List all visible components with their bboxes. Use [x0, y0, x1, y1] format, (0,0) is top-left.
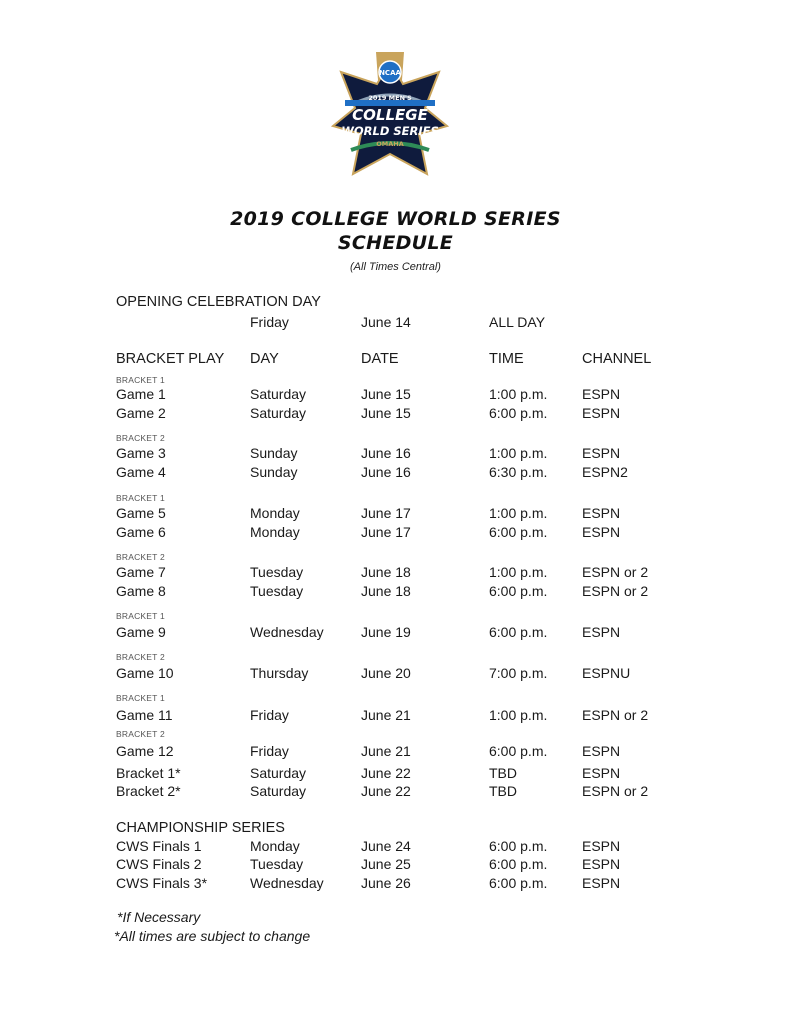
game-channel: ESPNU — [582, 665, 631, 681]
game-date: June 15 — [361, 386, 411, 402]
final-day: Monday — [250, 838, 300, 854]
game-day: Saturday — [250, 405, 307, 421]
logo-line-omaha: OMAHA — [376, 140, 404, 148]
final-time: 6:00 p.m. — [489, 856, 548, 872]
game-time: 1:00 p.m. — [489, 386, 548, 402]
bracket-label: BRACKET 2 — [116, 729, 165, 739]
championship-heading: CHAMPIONSHIP SERIES — [116, 820, 285, 836]
col-header-date: DATE — [361, 351, 399, 367]
opening-time: ALL DAY — [489, 314, 546, 330]
cws-logo-graphic — [331, 50, 449, 178]
final-time: 6:00 p.m. — [489, 838, 548, 854]
game-name: Game 8 — [116, 583, 166, 599]
game-channel: ESPN — [582, 624, 621, 640]
game-name: Game 10 — [116, 665, 174, 681]
bracket-label: BRACKET 2 — [116, 433, 165, 443]
game-date: June 22 — [361, 783, 411, 799]
final-channel: ESPN — [582, 875, 621, 891]
final-time: 6:00 p.m. — [489, 875, 548, 891]
game-name: Game 2 — [116, 405, 166, 421]
page-title-line-1: 2019 COLLEGE WORLD SERIES — [230, 208, 561, 230]
game-channel: ESPN — [582, 386, 621, 402]
game-day: Saturday — [250, 783, 307, 799]
game-name: Bracket 2* — [116, 783, 181, 799]
bracket-label: BRACKET 2 — [116, 552, 165, 562]
game-date: June 22 — [361, 765, 411, 781]
final-date: June 25 — [361, 856, 411, 872]
game-day: Monday — [250, 524, 300, 540]
game-date: June 18 — [361, 583, 411, 599]
game-name: Game 9 — [116, 624, 166, 640]
game-time: 6:00 p.m. — [489, 624, 548, 640]
cws-logo — [331, 50, 449, 178]
game-time: TBD — [489, 765, 517, 781]
final-day: Wednesday — [250, 875, 324, 891]
footnote-if-necessary: *If Necessary — [117, 909, 201, 925]
game-name: Game 11 — [116, 707, 173, 723]
opening-day: Friday — [250, 314, 289, 330]
final-name: CWS Finals 3* — [116, 875, 208, 891]
page-subtitle: (All Times Central) — [350, 261, 441, 273]
game-date: June 15 — [361, 405, 411, 421]
final-channel: ESPN — [582, 838, 621, 854]
game-time: 1:00 p.m. — [489, 445, 548, 461]
game-day: Tuesday — [250, 583, 304, 599]
game-time: 7:00 p.m. — [489, 665, 548, 681]
game-time: 6:00 p.m. — [489, 583, 548, 599]
game-day: Friday — [250, 743, 289, 759]
game-day: Tuesday — [250, 564, 304, 580]
game-name: Game 12 — [116, 743, 174, 759]
game-date: June 18 — [361, 564, 411, 580]
game-time: 1:00 p.m. — [489, 505, 548, 521]
final-date: June 24 — [361, 838, 411, 854]
game-channel: ESPN or 2 — [582, 783, 649, 799]
game-time: 6:00 p.m. — [489, 524, 548, 540]
game-date: June 17 — [361, 524, 411, 540]
ncaa-badge-text: NCAA — [379, 69, 401, 77]
game-day: Saturday — [250, 765, 307, 781]
col-header-channel: CHANNEL — [582, 351, 652, 367]
game-date: June 16 — [361, 464, 411, 480]
final-date: June 26 — [361, 875, 411, 891]
game-time: 1:00 p.m. — [489, 707, 548, 723]
game-day: Saturday — [250, 386, 307, 402]
game-channel: ESPN2 — [582, 464, 628, 480]
game-channel: ESPN or 2 — [582, 583, 649, 599]
game-name: Game 6 — [116, 524, 166, 540]
opening-date: June 14 — [361, 314, 411, 330]
final-name: CWS Finals 1 — [116, 838, 202, 854]
game-channel: ESPN or 2 — [582, 707, 649, 723]
game-time: 6:00 p.m. — [489, 405, 548, 421]
final-day: Tuesday — [250, 856, 304, 872]
game-date: June 19 — [361, 624, 411, 640]
game-channel: ESPN — [582, 743, 621, 759]
game-name: Game 7 — [116, 564, 166, 580]
opening-heading: OPENING CELEBRATION DAY — [116, 294, 321, 310]
game-channel: ESPN — [582, 405, 621, 421]
game-name: Game 5 — [116, 505, 166, 521]
page-title-line-2: SCHEDULE — [337, 232, 454, 254]
final-name: CWS Finals 2 — [116, 856, 202, 872]
bracket-label: BRACKET 1 — [116, 493, 165, 503]
game-day: Thursday — [250, 665, 309, 681]
game-date: June 21 — [361, 707, 411, 723]
game-date: June 20 — [361, 665, 411, 681]
game-channel: ESPN — [582, 524, 621, 540]
game-time: TBD — [489, 783, 517, 799]
game-day: Sunday — [250, 445, 298, 461]
game-day: Monday — [250, 505, 300, 521]
game-channel: ESPN — [582, 505, 621, 521]
logo-line-college: COLLEGE — [352, 106, 428, 124]
bracket-label: BRACKET 1 — [116, 611, 165, 621]
game-date: June 16 — [361, 445, 411, 461]
game-name: Game 1 — [116, 386, 166, 402]
bracket-label: BRACKET 1 — [116, 693, 165, 703]
game-day: Wednesday — [250, 624, 324, 640]
bracket-label: BRACKET 2 — [116, 652, 165, 662]
game-time: 1:00 p.m. — [489, 564, 548, 580]
footnote-subject-to-change: *All times are subject to change — [114, 928, 311, 944]
logo-line-world-series: WORLD SERIES — [341, 124, 439, 138]
col-header-time: TIME — [489, 351, 524, 367]
game-time: 6:30 p.m. — [489, 464, 548, 480]
game-name: Bracket 1* — [116, 765, 181, 781]
game-day: Friday — [250, 707, 289, 723]
game-day: Sunday — [250, 464, 298, 480]
game-time: 6:00 p.m. — [489, 743, 548, 759]
game-channel: ESPN — [582, 445, 621, 461]
final-channel: ESPN — [582, 856, 621, 872]
bracket-label: BRACKET 1 — [116, 375, 165, 385]
logo-year-line: 2019 MEN'S — [368, 94, 412, 102]
game-name: Game 4 — [116, 464, 166, 480]
game-date: June 17 — [361, 505, 411, 521]
game-channel: ESPN or 2 — [582, 564, 649, 580]
game-name: Game 3 — [116, 445, 166, 461]
game-date: June 21 — [361, 743, 411, 759]
game-channel: ESPN — [582, 765, 621, 781]
col-header-bracket-play: BRACKET PLAY — [116, 351, 225, 367]
col-header-day: DAY — [250, 351, 279, 367]
